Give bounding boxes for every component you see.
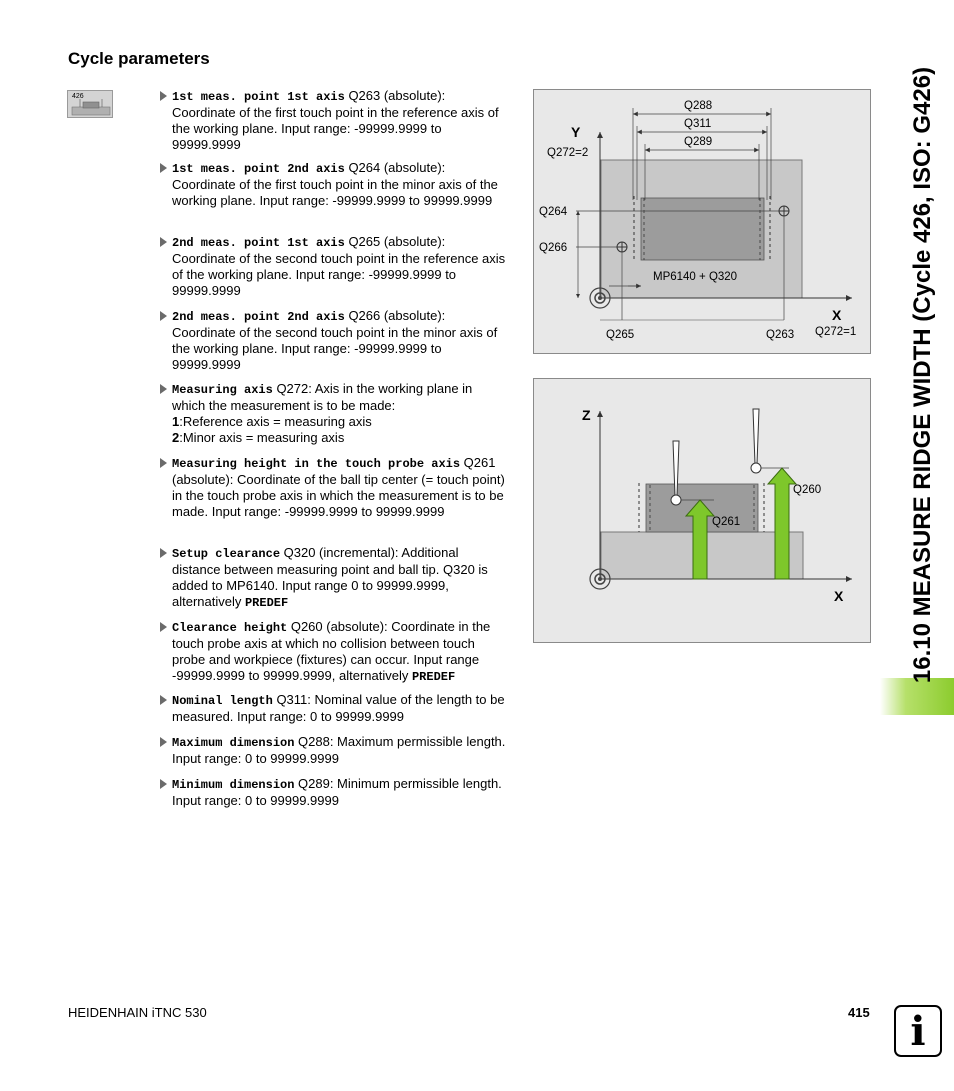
param-q266: [158, 308, 508, 373]
info-icon: [894, 1005, 942, 1057]
side-title: [905, 35, 941, 715]
option-number: 2: [172, 430, 180, 445]
footer-manual-name: HEIDENHAIN iTNC 530: [68, 1005, 207, 1020]
label-q260: Q260: [793, 484, 822, 496]
bullet-triangle-icon: [160, 237, 167, 247]
bullet-triangle-icon: [160, 695, 167, 705]
param-q263: [158, 88, 508, 153]
label-q265: Q265: [606, 329, 635, 341]
param-keyword: 2nd meas. point 2nd axis: [172, 310, 345, 324]
label-q289: Q289: [684, 136, 713, 148]
param-keyword: 1st meas. point 1st axis: [172, 90, 345, 104]
bullet-triangle-icon: [160, 91, 167, 101]
bullet-triangle-icon: [160, 311, 167, 321]
bullet-triangle-icon: [160, 458, 167, 468]
param-q265: [158, 234, 508, 299]
param-keyword: 2nd meas. point 1st axis: [172, 236, 345, 250]
param-description: Q261 (absolute): Coordinate of the ball tip center (= touch point) in the touch probe axis in which the measurement is to be made. Input range: -99999.9999 to 99999.9999: [172, 455, 505, 519]
figure-xy-plane: [533, 89, 871, 354]
cycle-426-icon: [67, 90, 113, 118]
param-q260: [158, 619, 508, 685]
label-mp6140: MP6140 + Q320: [653, 271, 738, 283]
cycle-icon-graphic: [68, 91, 114, 119]
label-q264: Q264: [539, 206, 568, 218]
figure-xz-diagram: [534, 379, 870, 642]
param-q320: [158, 545, 508, 611]
label-q266: Q266: [539, 242, 568, 254]
param-keyword: Setup clearance: [172, 547, 281, 561]
bullet-triangle-icon: [160, 779, 167, 789]
label-q263: Q263: [766, 329, 795, 341]
param-description: Q264 (absolute): Coordinate of the first touch point in the minor axis of the working plane. Input range: -99999.9999 to 99999.9999: [172, 160, 498, 208]
param-description: Q265 (absolute): Coordinate of the second touch point in the reference axis of the working plane. Input range: -99999.9999 to 99999.9999: [172, 234, 506, 298]
param-keyword: Maximum dimension: [172, 736, 295, 750]
param-keyword: Nominal length: [172, 694, 273, 708]
param-description: Q263 (absolute): Coordinate of the first touch point in the reference axis of the working plane. Input range: -99999.9999 to 99999.9999: [172, 88, 499, 152]
param-description: Q272: Axis in the working plane in which the measurement is to be made:: [172, 381, 473, 413]
param-q272: [158, 381, 508, 446]
info-glyph: i: [910, 1008, 926, 1055]
bullet-triangle-icon: [160, 737, 167, 747]
label-q311: Q311: [684, 118, 712, 130]
option-text: :Minor axis = measuring axis: [179, 430, 345, 445]
figure-xz-plane: [533, 378, 871, 643]
axis-x-label: X: [832, 307, 842, 323]
param-description: Q289: Minimum permissible length. Input range: 0 to 99999.9999: [172, 776, 502, 808]
param-keyword: Minimum dimension: [172, 778, 295, 792]
chapter-title: 16.10 MEASURE RIDGE WIDTH (Cycle 426, ISO: G426): [909, 66, 936, 684]
bullet-triangle-icon: [160, 548, 167, 558]
section-title: Cycle parameters: [68, 49, 210, 68]
cycle-icon-number: 426: [72, 93, 84, 100]
label-q288: Q288: [684, 100, 713, 112]
param-description: Q288: Maximum permissible length. Input range: 0 to 99999.9999: [172, 734, 506, 766]
param-description: Q260 (absolute): Coordinate in the touch probe axis at which no collision between touch probe and workpiece (fixtures) can occur. Input range -99999.9999 to 99999.9999, alternatively: [172, 619, 491, 683]
option-text: :Reference axis = measuring axis: [179, 414, 372, 429]
label-q272-1: Q272=1: [815, 326, 857, 338]
param-keyword: 1st meas. point 2nd axis: [172, 162, 345, 176]
bullet-triangle-icon: [160, 622, 167, 632]
label-q261: Q261: [712, 516, 741, 528]
param-keyword: Clearance height: [172, 621, 288, 635]
bullet-triangle-icon: [160, 163, 167, 173]
param-keyword: Measuring axis: [172, 383, 273, 397]
label-q272-2: Q272=2: [547, 147, 589, 159]
param-keyword: Measuring height in the touch probe axis: [172, 457, 461, 471]
axis-y-label: Y: [571, 124, 581, 140]
predef-keyword: PREDEF: [244, 596, 289, 610]
param-q264: [158, 160, 508, 209]
figure-xy-diagram: [534, 90, 870, 353]
option-number: 1: [172, 414, 180, 429]
axis-x-label: X: [834, 588, 844, 604]
page-number: 415: [848, 1005, 870, 1020]
axis-z-label: Z: [582, 407, 591, 423]
param-description: Q266 (absolute): Coordinate of the second touch point in the minor axis of the working plane. Input range: -99999.9999 to 99999.9999: [172, 308, 498, 372]
param-q289: [158, 776, 508, 809]
predef-keyword: PREDEF: [411, 670, 456, 684]
param-q261: [158, 455, 508, 520]
bullet-triangle-icon: [160, 384, 167, 394]
param-q311: [158, 692, 508, 725]
param-description: Q320 (incremental): Additional distance between measuring point and ball tip. Q320 is added to MP6140. Input range 0 to 99999.9999, alternatively: [172, 545, 488, 609]
param-description: Q311: Nominal value of the length to be measured. Input range: 0 to 99999.9999: [172, 692, 505, 724]
param-q288: [158, 734, 508, 767]
